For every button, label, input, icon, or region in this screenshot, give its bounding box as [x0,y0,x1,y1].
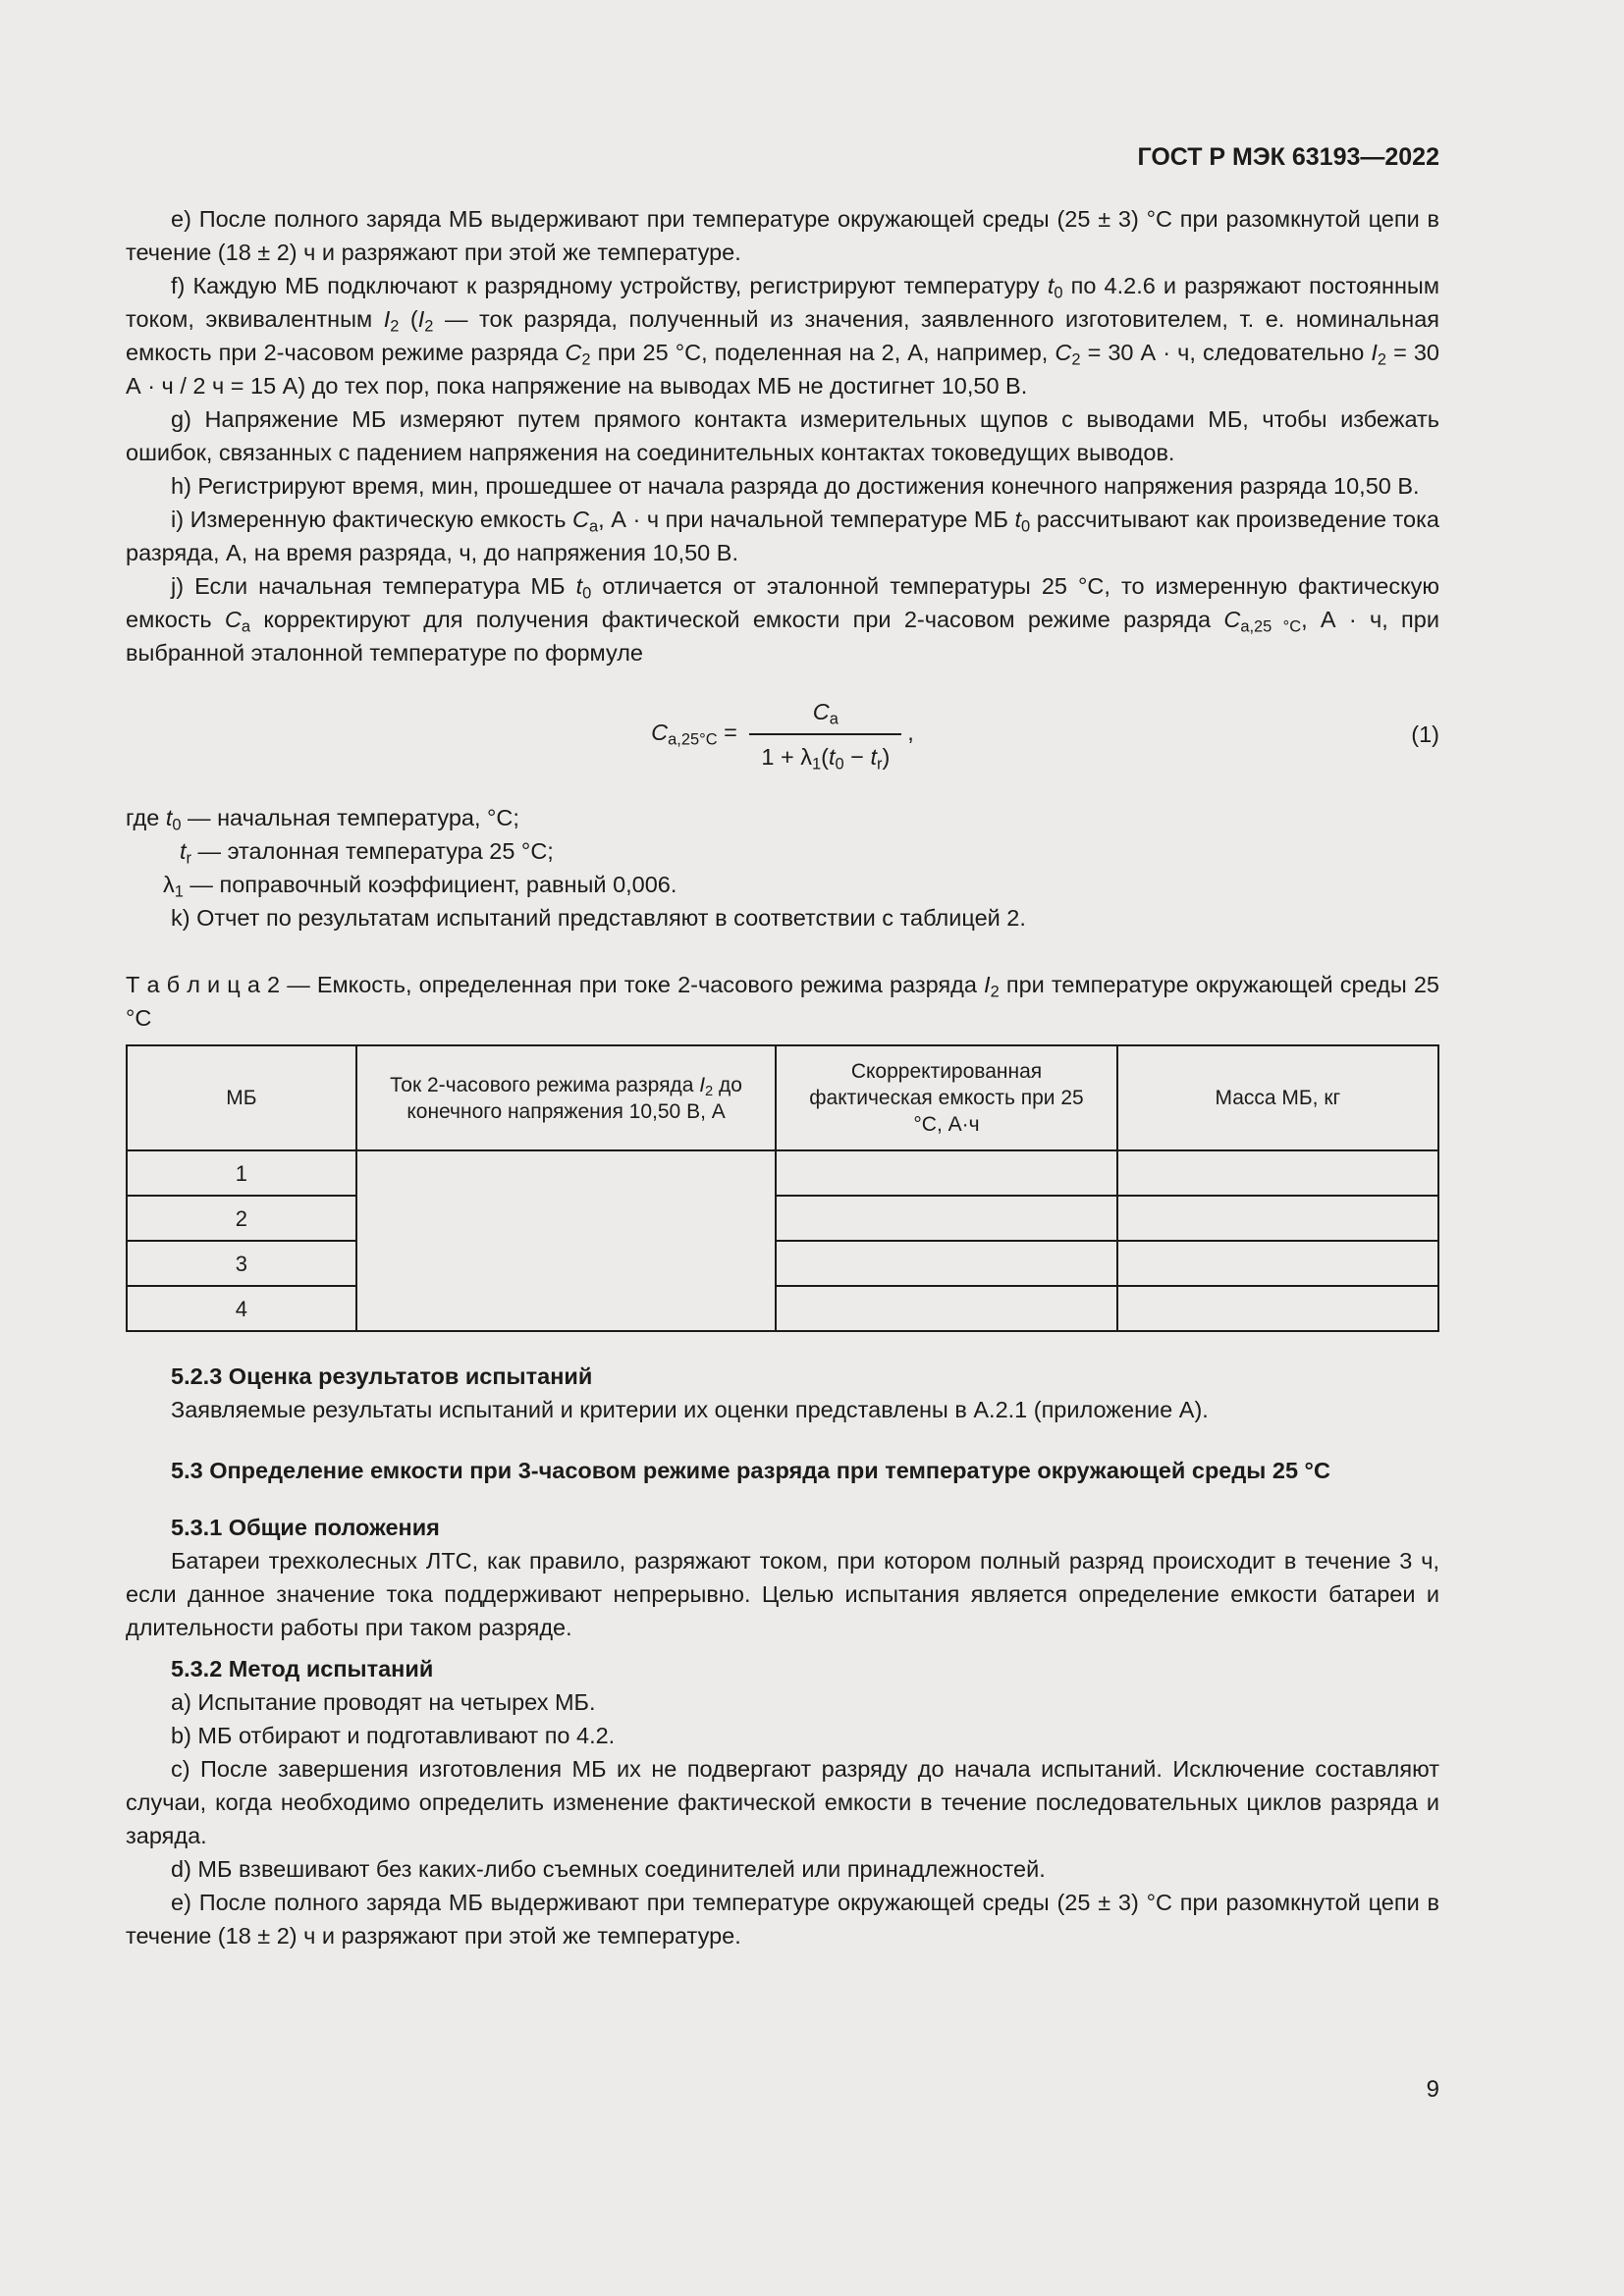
formula-fraction [749,695,901,774]
table-cell-current-merged [356,1150,777,1331]
paragraph-5-3-1: Батареи трехколесных ЛТС, как правило, разряжают током, при котором полный разряд происходит в течение 3 ч, если данное значение тока поддерживают непрерывно. Целью испытания является определение емкости батареи и длительности работы при таком разряде. [126,1548,1439,1640]
where-line-lambda: $\lambda_1$ — поправочный коэффициент, равный 0,006. [163,872,677,901]
paragraph-5-2-3: Заявляемые результаты испытаний и критерии их оценки представлены в А.2.1 (приложение А). [171,1397,1209,1422]
paragraph-h: h) Регистрируют время, мин, прошедшее от начала разряда до достижения конечного напряжения разряда 10,50 В. [171,473,1420,499]
where-line-tr: $t_r$ — эталонная температура 25 °С; [180,838,554,868]
table-2 [126,1044,1439,1332]
formula-number: (1) [1411,721,1439,747]
paragraph-5-3-2-b: b) МБ отбирают и подготавливают по 4.2. [171,1723,616,1748]
paragraph-5-3-2-a: a) Испытание проводят на четырех МБ. [171,1689,596,1715]
table-cell-mb-1: 1 [127,1150,356,1196]
table-cell-mb-4: 4 [127,1286,356,1331]
table-header-row [127,1045,1438,1150]
paragraph-e: е) После полного заряда МБ выдерживают при температуре окружающей среды (25 ± 3) °С при разомкнутой цепи в течение (18 ± 2) ч и разряжают при этой же температуре. [126,206,1439,265]
paragraph-5-3-2-e: е) После полного заряда МБ выдерживают при температуре окружающей среды (25 ± 3) °С при разомкнутой цепи в течение (18 ± 2) ч и разряжают при этой же температуре. [126,1890,1439,1949]
formula-lhs: $C_{а,25^\circ С}$ = [651,720,737,749]
table-row [127,1241,1438,1286]
paragraph-k: k) Отчет по результатам испытаний представляют в соответствии с таблицей 2. [171,905,1026,931]
paragraph-5-3-2-c: c) После завершения изготовления МБ их не подвергают разряду до начала испытаний. Исключение составляют случаи, когда необходимо определить изменение фактической емкости в течение последовательных циклов разряда и заряда. [126,1756,1439,1848]
table-caption: Т а б л и ц а 2 — Емкость, определенная при токе 2-часового режима разряда $I_2$ при температуре окружающей среды 25 °С [126,972,1439,1031]
table-row [127,1150,1438,1196]
page-number: 9 [1426,2076,1439,2103]
table-row [127,1196,1438,1241]
table-header-mass: Масса МБ, кг [1117,1045,1438,1150]
table-cell-capacity-2 [776,1196,1116,1241]
formula-trailing-comma: , [907,720,914,746]
heading-5-3: 5.3 Определение емкости при 3-часовом режиме разряда при температуре окружающей среды 25 °С [171,1458,1330,1483]
heading-5-2-3: 5.2.3 Оценка результатов испытаний [171,1363,593,1389]
formula [126,695,1439,774]
table-cell-capacity-1 [776,1150,1116,1196]
formula-numerator: $C_а$ [749,695,901,735]
table-header-capacity: Скорректированная фактическая емкость при 25 °С, А·ч [776,1045,1116,1150]
formula-denominator: $1 + \lambda_1(t_0 - t_r)$ [761,744,891,774]
paragraph-f: f) Каждую МБ подключают к разрядному устройству, регистрируют температуру $t_0$ по 4.2.6 и разряжают постоянным током, эквивалентным $I_2$ ($I_2$ — ток разряда, полученный из значения, заявленного изготовителем, т. е. номинальная емкость при 2-часовом режиме разряда $C_2$ при 25 °С, поделенная на 2, А, например, $C_2 = 30$ А · ч, следовательно $I_2 = 30$ А · ч / 2 ч = 15 А) до тех пор, пока напряжение на выводах МБ не достигнет 10,50 В. [126,273,1440,399]
table-row [127,1286,1438,1331]
where-line-t0: где $t_0$ — начальная температура, °С; [126,805,519,834]
table-cell-mass-1 [1117,1150,1438,1196]
table-cell-mb-3: 3 [127,1241,356,1286]
table-header-mb: МБ [127,1045,356,1150]
paragraph-j: j) Если начальная температура МБ $t_0$ отличается от эталонной температуры 25 °С, то измеренную фактическую емкость $C_а$ корректируют для получения фактической емкости при 2-часовом режиме разряда $C_{а,25 ^\circ С}$, А · ч, при выбранной эталонной температуре по формуле [126,573,1439,666]
paragraph-i: i) Измеренную фактическую емкость $C_а$, А · ч при начальной температуре МБ $t_0$ рассчитывают как произведение тока разряда, А, на время разряда, ч, до напряжения 10,50 В. [126,507,1439,565]
formula-expression [651,695,914,774]
paragraph-5-3-2-d: d) МБ взвешивают без каких-либо съемных соединителей или принадлежностей. [171,1856,1046,1882]
table-cell-mass-4 [1117,1286,1438,1331]
heading-5-3-2: 5.3.2 Метод испытаний [171,1656,434,1682]
table-header-current: Ток 2-часового режима разряда $I_2$ до конечного напряжения 10,50 В, А [356,1045,777,1150]
paragraph-g: g) Напряжение МБ измеряют путем прямого контакта измерительных щупов с выводами МБ, чтобы избежать ошибок, связанных с падением напряжения на соединительных контактах токоведущих выводов. [126,406,1439,465]
content [126,202,1439,1952]
table-cell-capacity-4 [776,1286,1116,1331]
heading-5-3-1: 5.3.1 Общие положения [171,1515,440,1540]
table-cell-mb-2: 2 [127,1196,356,1241]
page-header: ГОСТ Р МЭК 63193—2022 [1137,143,1439,171]
table-cell-mass-3 [1117,1241,1438,1286]
table-cell-capacity-3 [776,1241,1116,1286]
table-cell-mass-2 [1117,1196,1438,1241]
